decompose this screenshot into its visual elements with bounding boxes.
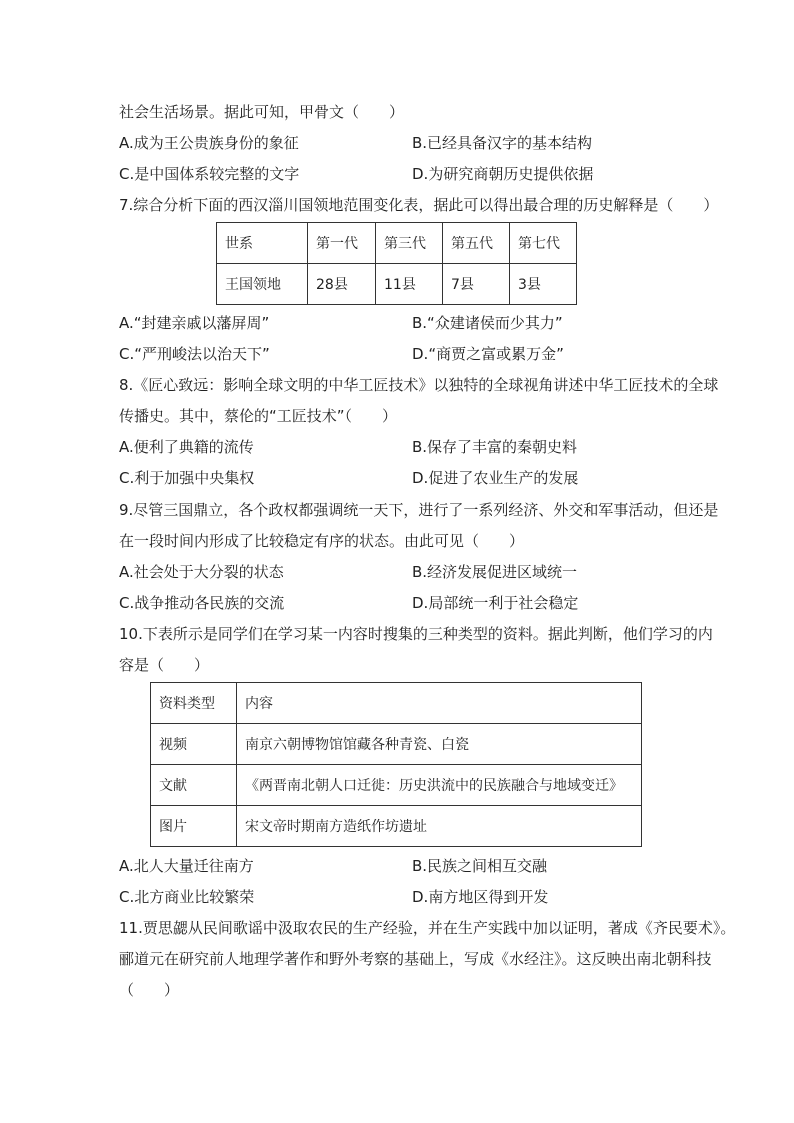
table-cell: 11县 — [376, 264, 443, 305]
q10-option-a[interactable]: A.北人大量迁往南方 — [119, 857, 254, 875]
q7-option-c[interactable]: C.“严刑峻法以治天下” — [119, 345, 270, 363]
q9-stem-line1: 9.尽管三国鼎立，各个政权都强调统一天下，进行了一系列经济、外交和军事活动，但还是 — [119, 501, 719, 519]
q10-option-c[interactable]: C.北方商业比较繁荣 — [119, 888, 255, 906]
table-cell: 文献 — [151, 765, 237, 806]
q10-option-d[interactable]: D.南方地区得到开发 — [412, 888, 549, 906]
q10-option-b[interactable]: B.民族之间相互交融 — [412, 857, 548, 875]
table-cell: 南京六朝博物馆馆藏各种青瓷、白瓷 — [237, 724, 642, 765]
table-cell: 内容 — [237, 683, 642, 724]
q11-stem-line1: 11.贾思勰从民间歌谣中汲取农民的生产经验，并在生产实践中加以证明，著成《齐民要术》。 — [119, 919, 736, 937]
q6-option-c[interactable]: C.是中国体系较完整的文字 — [119, 165, 300, 183]
table-cell: 图片 — [151, 806, 237, 847]
table-cell: 王国领地 — [217, 264, 308, 305]
table-cell: 世系 — [217, 223, 308, 264]
table-cell: 第七代 — [510, 223, 577, 264]
q9-option-c[interactable]: C.战争推动各民族的交流 — [119, 594, 285, 612]
table-cell: 第一代 — [308, 223, 376, 264]
q9-stem-line2: 在一段时间内形成了比较稳定有序的状态。由此可见（ ） — [119, 532, 525, 550]
q8-option-b[interactable]: B.保存了丰富的秦朝史料 — [412, 438, 578, 456]
table-cell: 第三代 — [376, 223, 443, 264]
table-cell: 28县 — [308, 264, 376, 305]
q8-option-d[interactable]: D.促进了农业生产的发展 — [412, 469, 579, 487]
table-row — [151, 806, 642, 847]
q7-territory-table — [216, 222, 577, 305]
q7-option-b[interactable]: B.“众建诸侯而少其力” — [412, 314, 563, 332]
table-cell: 第五代 — [443, 223, 510, 264]
q9-option-b[interactable]: B.经济发展促进区域统一 — [412, 563, 578, 581]
q6-option-a[interactable]: A.成为王公贵族身份的象征 — [119, 134, 299, 152]
q7-stem: 7.综合分析下面的西汉淄川国领地范围变化表，据此可以得出最合理的历史解释是（ ） — [119, 196, 719, 214]
q7-option-d[interactable]: D.“商贾之富或累万金” — [412, 345, 564, 363]
table-row — [151, 765, 642, 806]
table-header-row — [151, 683, 642, 724]
table-cell: 宋文帝时期南方造纸作坊遗址 — [237, 806, 642, 847]
q11-stem-line2: 郦道元在研究前人地理学著作和野外考察的基础上，写成《水经注》。这反映出南北朝科技 — [119, 950, 712, 968]
q8-option-a[interactable]: A.便利了典籍的流传 — [119, 438, 254, 456]
table-cell: 视频 — [151, 724, 237, 765]
table-cell: 资料类型 — [151, 683, 237, 724]
table-row — [217, 264, 577, 305]
q7-option-a[interactable]: A.“封建亲戚以藩屏周” — [119, 314, 270, 332]
q9-option-a[interactable]: A.社会处于大分裂的状态 — [119, 563, 284, 581]
table-row — [151, 724, 642, 765]
table-cell: 7县 — [443, 264, 510, 305]
q6-stem-continuation: 社会生活场景。据此可知，甲骨文（ ） — [119, 103, 405, 121]
q9-option-d[interactable]: D.局部统一利于社会稳定 — [412, 594, 579, 612]
q8-option-c[interactable]: C.利于加强中央集权 — [119, 469, 255, 487]
q6-option-d[interactable]: D.为研究商朝历史提供依据 — [412, 165, 594, 183]
q11-stem-line3: （ ） — [119, 981, 180, 999]
q10-stem-line2: 容是（ ） — [119, 656, 210, 674]
q6-option-b[interactable]: B.已经具备汉字的基本结构 — [412, 134, 593, 152]
table-header-row — [217, 223, 577, 264]
table-cell: 《两晋南北朝人口迁徙：历史洪流中的民族融合与地域变迁》 — [237, 765, 642, 806]
q10-materials-table — [150, 682, 642, 847]
q10-stem-line1: 10.下表所示是同学们在学习某一内容时搜集的三种类型的资料。据此判断，他们学习的内 — [119, 625, 713, 643]
table-cell: 3县 — [510, 264, 577, 305]
q8-stem-line2: 传播史。其中，蔡伦的“工匠技术”（ ） — [119, 407, 398, 425]
q8-stem-line1: 8.《匠心致远：影响全球文明的中华工匠技术》以独特的全球视角讲述中华工匠技术的全球 — [119, 376, 719, 394]
